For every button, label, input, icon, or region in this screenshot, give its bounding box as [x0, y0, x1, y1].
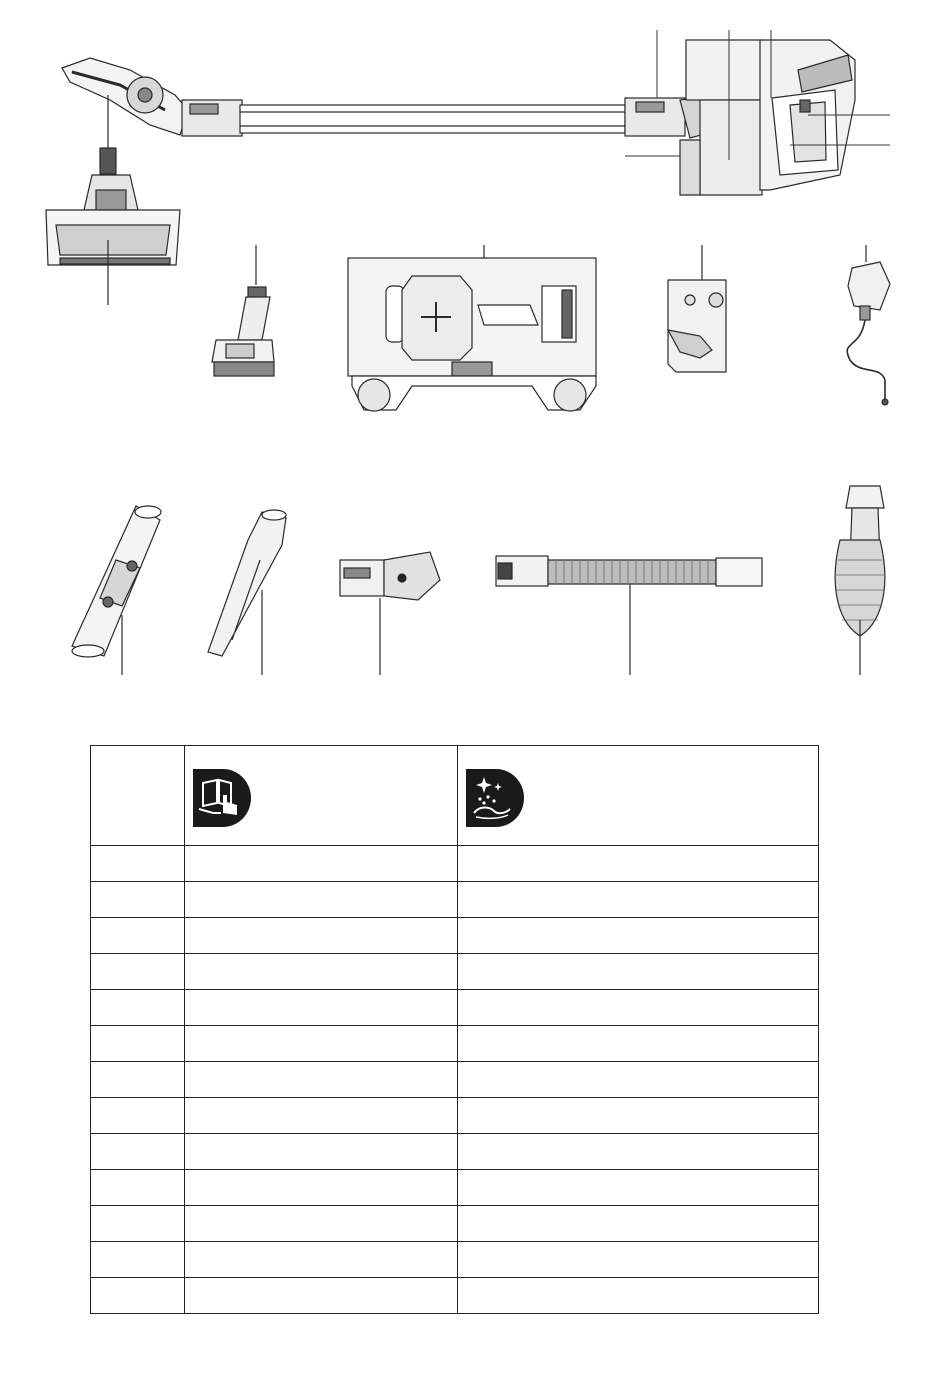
table-row: [91, 882, 819, 918]
table-row: [91, 1206, 819, 1242]
crevice-tool-icon: [208, 510, 286, 675]
cleaning-sparkle-icon: [466, 769, 524, 827]
table-row: [91, 954, 819, 990]
table-row: [91, 1026, 819, 1062]
table-row: [91, 990, 819, 1026]
parts-table: [90, 745, 819, 1314]
header-number-cell: [91, 746, 185, 846]
wall-bracket-icon: [668, 245, 726, 372]
extension-tube-icon: [182, 98, 685, 136]
flexible-hose-icon: [496, 556, 762, 675]
charging-dock-icon: [348, 245, 596, 411]
two-in-one-brush-icon: [340, 552, 440, 675]
mini-motorized-brush-icon: [212, 245, 274, 376]
header-function-cell: [458, 746, 819, 846]
power-adapter-icon: [847, 245, 890, 405]
table-row: [91, 1170, 819, 1206]
table-row: [91, 846, 819, 882]
table-row: [91, 1062, 819, 1098]
floor-brush-icon: [46, 58, 188, 305]
table-header-row: [91, 746, 819, 846]
soft-dusting-brush-icon: [835, 486, 885, 675]
table-row: [91, 1098, 819, 1134]
adapter-tube-icon: [72, 506, 161, 675]
table-row: [91, 1242, 819, 1278]
table-row: [91, 1278, 819, 1314]
table-row: [91, 918, 819, 954]
main-body-icon: [680, 40, 855, 195]
header-name-cell: [185, 746, 458, 846]
read-manual-icon: [193, 769, 251, 827]
table-row: [91, 1134, 819, 1170]
